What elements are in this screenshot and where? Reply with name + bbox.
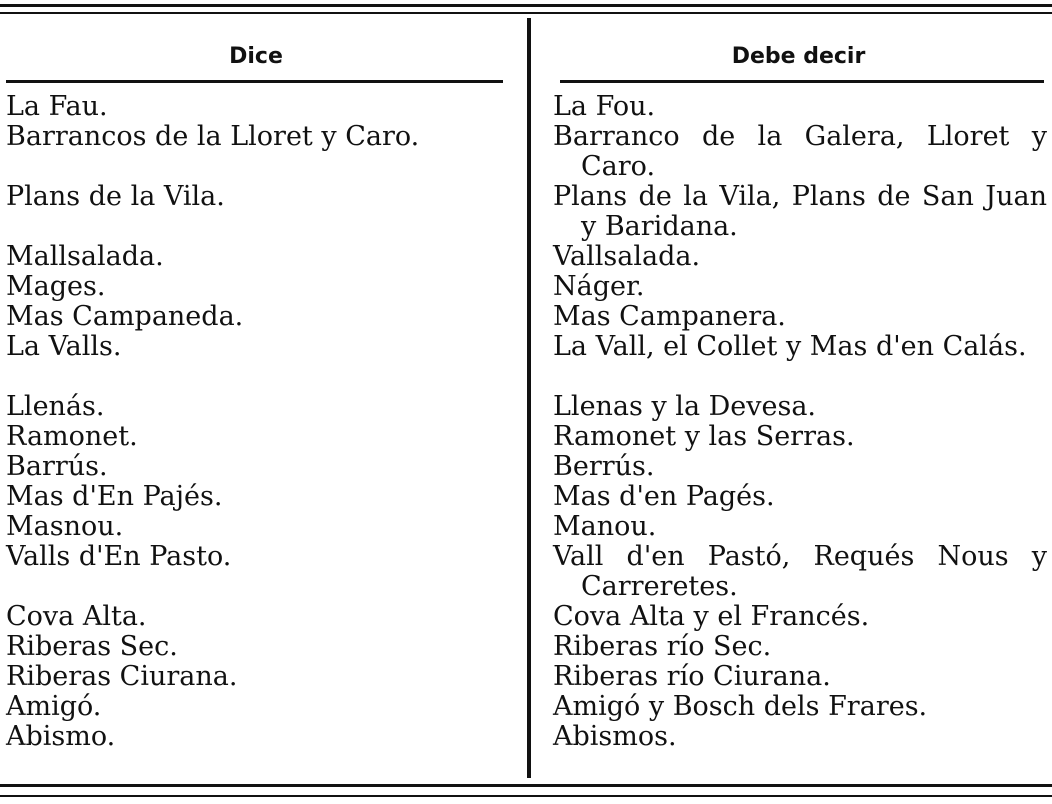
dice-entry: Mallsalada.	[6, 241, 164, 272]
debe-decir-entry: Berrús.	[553, 451, 655, 482]
debe-decir-entry: Vall d'en Pastó, Requés Nous y Carreretes.	[553, 541, 1047, 602]
top-rule-thin	[0, 12, 1052, 14]
debe-decir-entry: Náger.	[553, 271, 645, 302]
dice-entry: Mas d'En Pajés.	[6, 481, 223, 512]
dice-entry: Llenás.	[6, 391, 105, 422]
header-debe-decir: Debe decir	[731, 44, 866, 69]
dice-entry: Barrancos de la Lloret y Caro.	[6, 121, 420, 152]
header-dice: Dice	[229, 44, 283, 69]
debe-decir-entry: Riberas río Ciurana.	[553, 661, 831, 692]
dice-entry: Mas Campaneda.	[6, 301, 244, 332]
debe-decir-entry: Llenas y la Devesa.	[553, 391, 817, 422]
debe-decir-entry: La Vall, el Collet y Mas d'en Calás.	[553, 331, 1027, 362]
dice-entry: Amigó.	[6, 691, 102, 722]
header-underline-left	[6, 80, 503, 83]
dice-column	[6, 92, 521, 752]
debe-decir-entry: Vallsalada.	[553, 241, 701, 272]
dice-entry: Abismo.	[6, 721, 116, 752]
debe-decir-column	[553, 92, 1047, 752]
header-underline-right	[560, 80, 1044, 83]
dice-entry: La Valls.	[6, 331, 122, 362]
dice-entry: Riberas Sec.	[6, 631, 178, 662]
dice-entry: La Fau.	[6, 91, 108, 122]
dice-entry: Valls d'En Pasto.	[6, 541, 232, 572]
dice-entry: Mages.	[6, 271, 106, 302]
debe-decir-entry: Mas Campanera.	[553, 301, 786, 332]
debe-decir-entry: Abismos.	[553, 721, 677, 752]
debe-decir-entry: Plans de la Vila, Plans de San Juan y Baridana.	[553, 181, 1047, 242]
debe-decir-entry: Ramonet y las Serras.	[553, 421, 855, 452]
dice-entry: Riberas Ciurana.	[6, 661, 238, 692]
debe-decir-entry: Manou.	[553, 511, 657, 542]
debe-decir-entry: La Fou.	[553, 91, 656, 122]
dice-entry: Cova Alta.	[6, 601, 147, 632]
debe-decir-entry: Riberas río Sec.	[553, 631, 772, 662]
bottom-rule-thin	[0, 795, 1052, 797]
debe-decir-entry: Cova Alta y el Francés.	[553, 601, 870, 632]
top-rule	[0, 4, 1052, 7]
column-divider	[527, 18, 531, 778]
bottom-rule	[0, 784, 1052, 787]
dice-entry: Barrús.	[6, 451, 108, 482]
dice-entry: Ramonet.	[6, 421, 138, 452]
debe-decir-entry: Mas d'en Pagés.	[553, 481, 775, 512]
dice-entry: Masnou.	[6, 511, 124, 542]
debe-decir-entry: Barranco de la Galera, Lloret y Caro.	[553, 121, 1047, 182]
debe-decir-entry: Amigó y Bosch dels Frares.	[553, 691, 928, 722]
dice-entry: Plans de la Vila.	[6, 181, 225, 212]
